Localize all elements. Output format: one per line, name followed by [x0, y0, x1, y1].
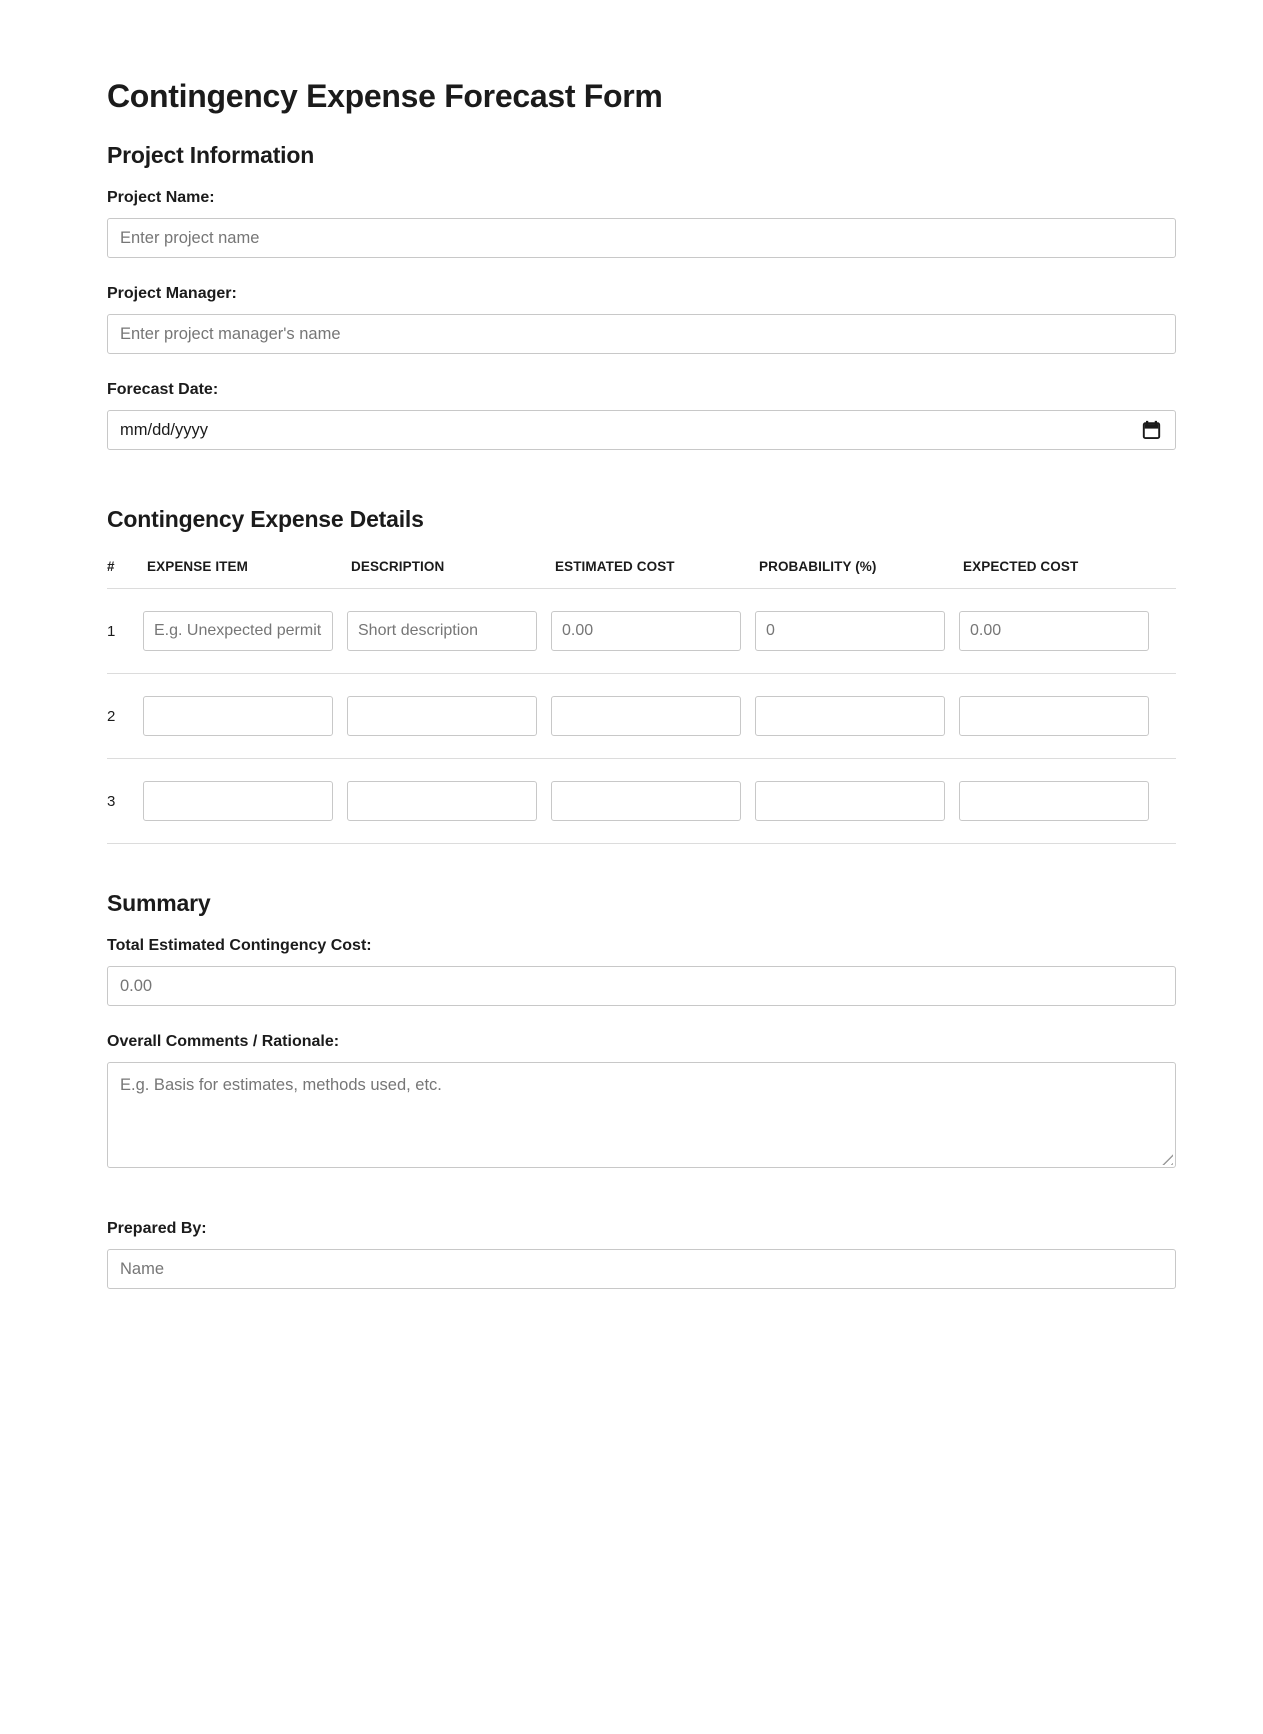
comments-label: Overall Comments / Rationale:: [107, 1033, 340, 1050]
column-header-probability: PROBABILITY (%): [759, 559, 877, 574]
probability-input-row1[interactable]: [755, 611, 945, 651]
project-manager-label: Project Manager:: [107, 285, 237, 302]
table-row: [107, 589, 1176, 674]
comments-textarea[interactable]: [107, 1062, 1176, 1168]
table-row: [107, 674, 1176, 759]
expense-item-input-row3[interactable]: [143, 781, 333, 821]
expense-item-input-row2[interactable]: [143, 696, 333, 736]
section-heading-expense-details: Contingency Expense Details: [107, 506, 424, 532]
column-header-description: DESCRIPTION: [351, 559, 445, 574]
estimated-cost-input-row2[interactable]: [551, 696, 741, 736]
description-input-row2[interactable]: [347, 696, 537, 736]
calendar-icon[interactable]: [1141, 420, 1162, 441]
expected-cost-input-row1[interactable]: [959, 611, 1149, 651]
prepared-by-label: Prepared By:: [107, 1220, 207, 1237]
row-number: 2: [107, 707, 116, 725]
description-input-row1[interactable]: [347, 611, 537, 651]
project-manager-input[interactable]: [107, 314, 1176, 354]
column-header-expense-item: EXPENSE ITEM: [147, 559, 248, 574]
estimated-cost-input-row3[interactable]: [551, 781, 741, 821]
form-page: [107, 0, 1176, 1289]
column-header-number: #: [107, 559, 115, 574]
comments-textarea-wrap: [107, 1062, 1176, 1168]
expected-cost-input-row3[interactable]: [959, 781, 1149, 821]
project-name-input[interactable]: [107, 218, 1176, 258]
probability-input-row2[interactable]: [755, 696, 945, 736]
project-manager-field: [107, 285, 1176, 354]
section-heading-project-information: Project Information: [107, 142, 315, 168]
column-header-expected-cost: EXPECTED COST: [963, 559, 1079, 574]
project-name-label: Project Name:: [107, 189, 215, 206]
expense-table: [107, 559, 1176, 844]
section-heading-summary: Summary: [107, 890, 211, 916]
description-input-row3[interactable]: [347, 781, 537, 821]
total-cost-input[interactable]: [107, 966, 1176, 1006]
comments-field: [107, 1033, 1176, 1168]
total-cost-label: Total Estimated Contingency Cost:: [107, 937, 372, 954]
prepared-by-input[interactable]: [107, 1249, 1176, 1289]
estimated-cost-input-row1[interactable]: [551, 611, 741, 651]
forecast-date-label: Forecast Date:: [107, 381, 219, 398]
row-number: 3: [107, 792, 116, 810]
forecast-date-input[interactable]: [107, 410, 1176, 450]
table-header-row: [107, 559, 1176, 589]
prepared-by-field: [107, 1220, 1176, 1289]
forecast-date-input-wrap: [107, 410, 1176, 450]
table-row: [107, 759, 1176, 844]
total-cost-field: [107, 937, 1176, 1006]
column-header-estimated-cost: ESTIMATED COST: [555, 559, 675, 574]
row-number: 1: [107, 622, 116, 640]
expense-item-input-row1[interactable]: [143, 611, 333, 651]
project-name-field: [107, 189, 1176, 258]
forecast-date-field: [107, 381, 1176, 450]
probability-input-row3[interactable]: [755, 781, 945, 821]
page-title: Contingency Expense Forecast Form: [107, 78, 663, 114]
expected-cost-input-row2[interactable]: [959, 696, 1149, 736]
